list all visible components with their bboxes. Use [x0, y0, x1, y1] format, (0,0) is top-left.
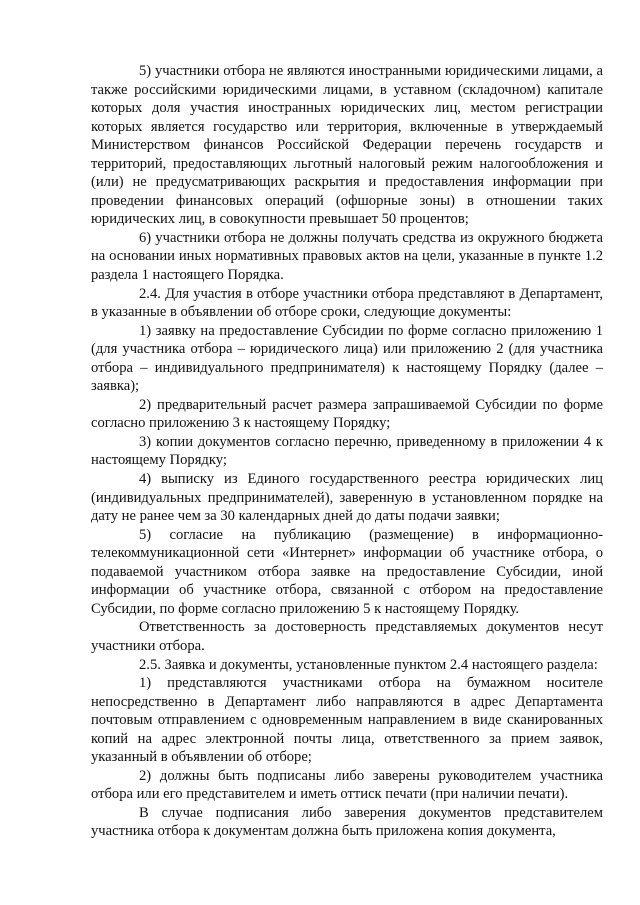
paragraph-section-2-5: 2.5. Заявка и документы, установленные пунктом 2.4 настоящего раздела:	[139, 656, 598, 673]
paragraph-2-5-item-2-signature: 2) должны быть подписаны либо заверены руководителем участника отбора или его представителем и иметь оттиск печати (при наличии печати).	[91, 767, 603, 803]
paragraph-2-5-item-1-submission: 1) представляются участниками отбора на бумажном носителе непосредственно в Департамент либо направляются в адрес Департамента почтовым отправлением с одновременным направлением в виде сканированных копий на адрес электронной почты лица, ответственного за прием заявок, указанный в объявлении об отборе;	[91, 675, 603, 766]
paragraph-2-4-item-4-registry-extract: 4) выписку из Единого государственного реестра юридических лиц (индивидуальных предпринимателей), заверенную в установленном порядке на дату не ранее чем за 30 календарных дней до даты подачи заявки;	[91, 471, 603, 525]
paragraph-responsibility: Ответственность за достоверность представляемых документов несут участники отбора.	[91, 619, 603, 654]
paragraph-item-6-budget-funds: 6) участники отбора не должны получать средства из окружного бюджета на основании иных нормативных правовых актов на цели, указанные в пункте 1.2 раздела 1 настоящего Порядка.	[91, 229, 603, 284]
paragraph-2-4-item-1-application: 1) заявку на предоставление Субсидии по форме согласно приложению 1 (для участника отбора – юридического лица) или приложению 2 (для участника отбора – индивидуального предпринимателя) к настоящему Порядку (далее – заявка);	[91, 322, 603, 395]
paragraph-2-4-item-5-consent: 5) согласие на публикацию (размещение) в информационно-телекоммуникационной сети «Интернет» информации об участнике отбора, о подаваемой участником отбора заявке на предоставление Субсидии, иной информации об участнике отбора, связанной с отбором на предоставление Субсидии, по форме согласно приложению 5 к настоящему Порядку.	[91, 526, 603, 617]
paragraph-section-2-4: 2.4. Для участия в отборе участники отбора представляют в Департамент, в указанные в объявлении об отборе сроки, следующие документы:	[91, 285, 603, 321]
paragraph-item-5-foreign-entities: 5) участники отбора не являются иностранными юридическими лицами, а также российскими юридическими лицами, в уставном (складочном) капитале которых доля участия иностранных юридических лиц, местом регистрации которых является государство или территория, включенные в утверждаемый Министерством финансов Российской Федерации перечень государств и территорий, предоставляющих льготный налоговый режим налогообложения и (или) не предусматривающих раскрытия и предоставления информации при проведении финансовых операций (офшорные зоны) в отношении таких юридических лиц, в совокупности превышает 50 процентов;	[91, 63, 603, 228]
paragraph-2-4-item-2-calculation: 2) предварительный расчет размера запрашиваемой Субсидии по форме согласно приложению 3 к настоящему Порядку;	[91, 396, 603, 432]
document-page	[91, 62, 603, 841]
paragraph-2-4-item-3-copies: 3) копии документов согласно перечню, приведенному в приложении 4 к настоящему Порядку;	[91, 433, 603, 469]
paragraph-representative: В случае подписания либо заверения документов представителем участника отбора к документам должна быть приложена копия документа,	[91, 804, 603, 840]
